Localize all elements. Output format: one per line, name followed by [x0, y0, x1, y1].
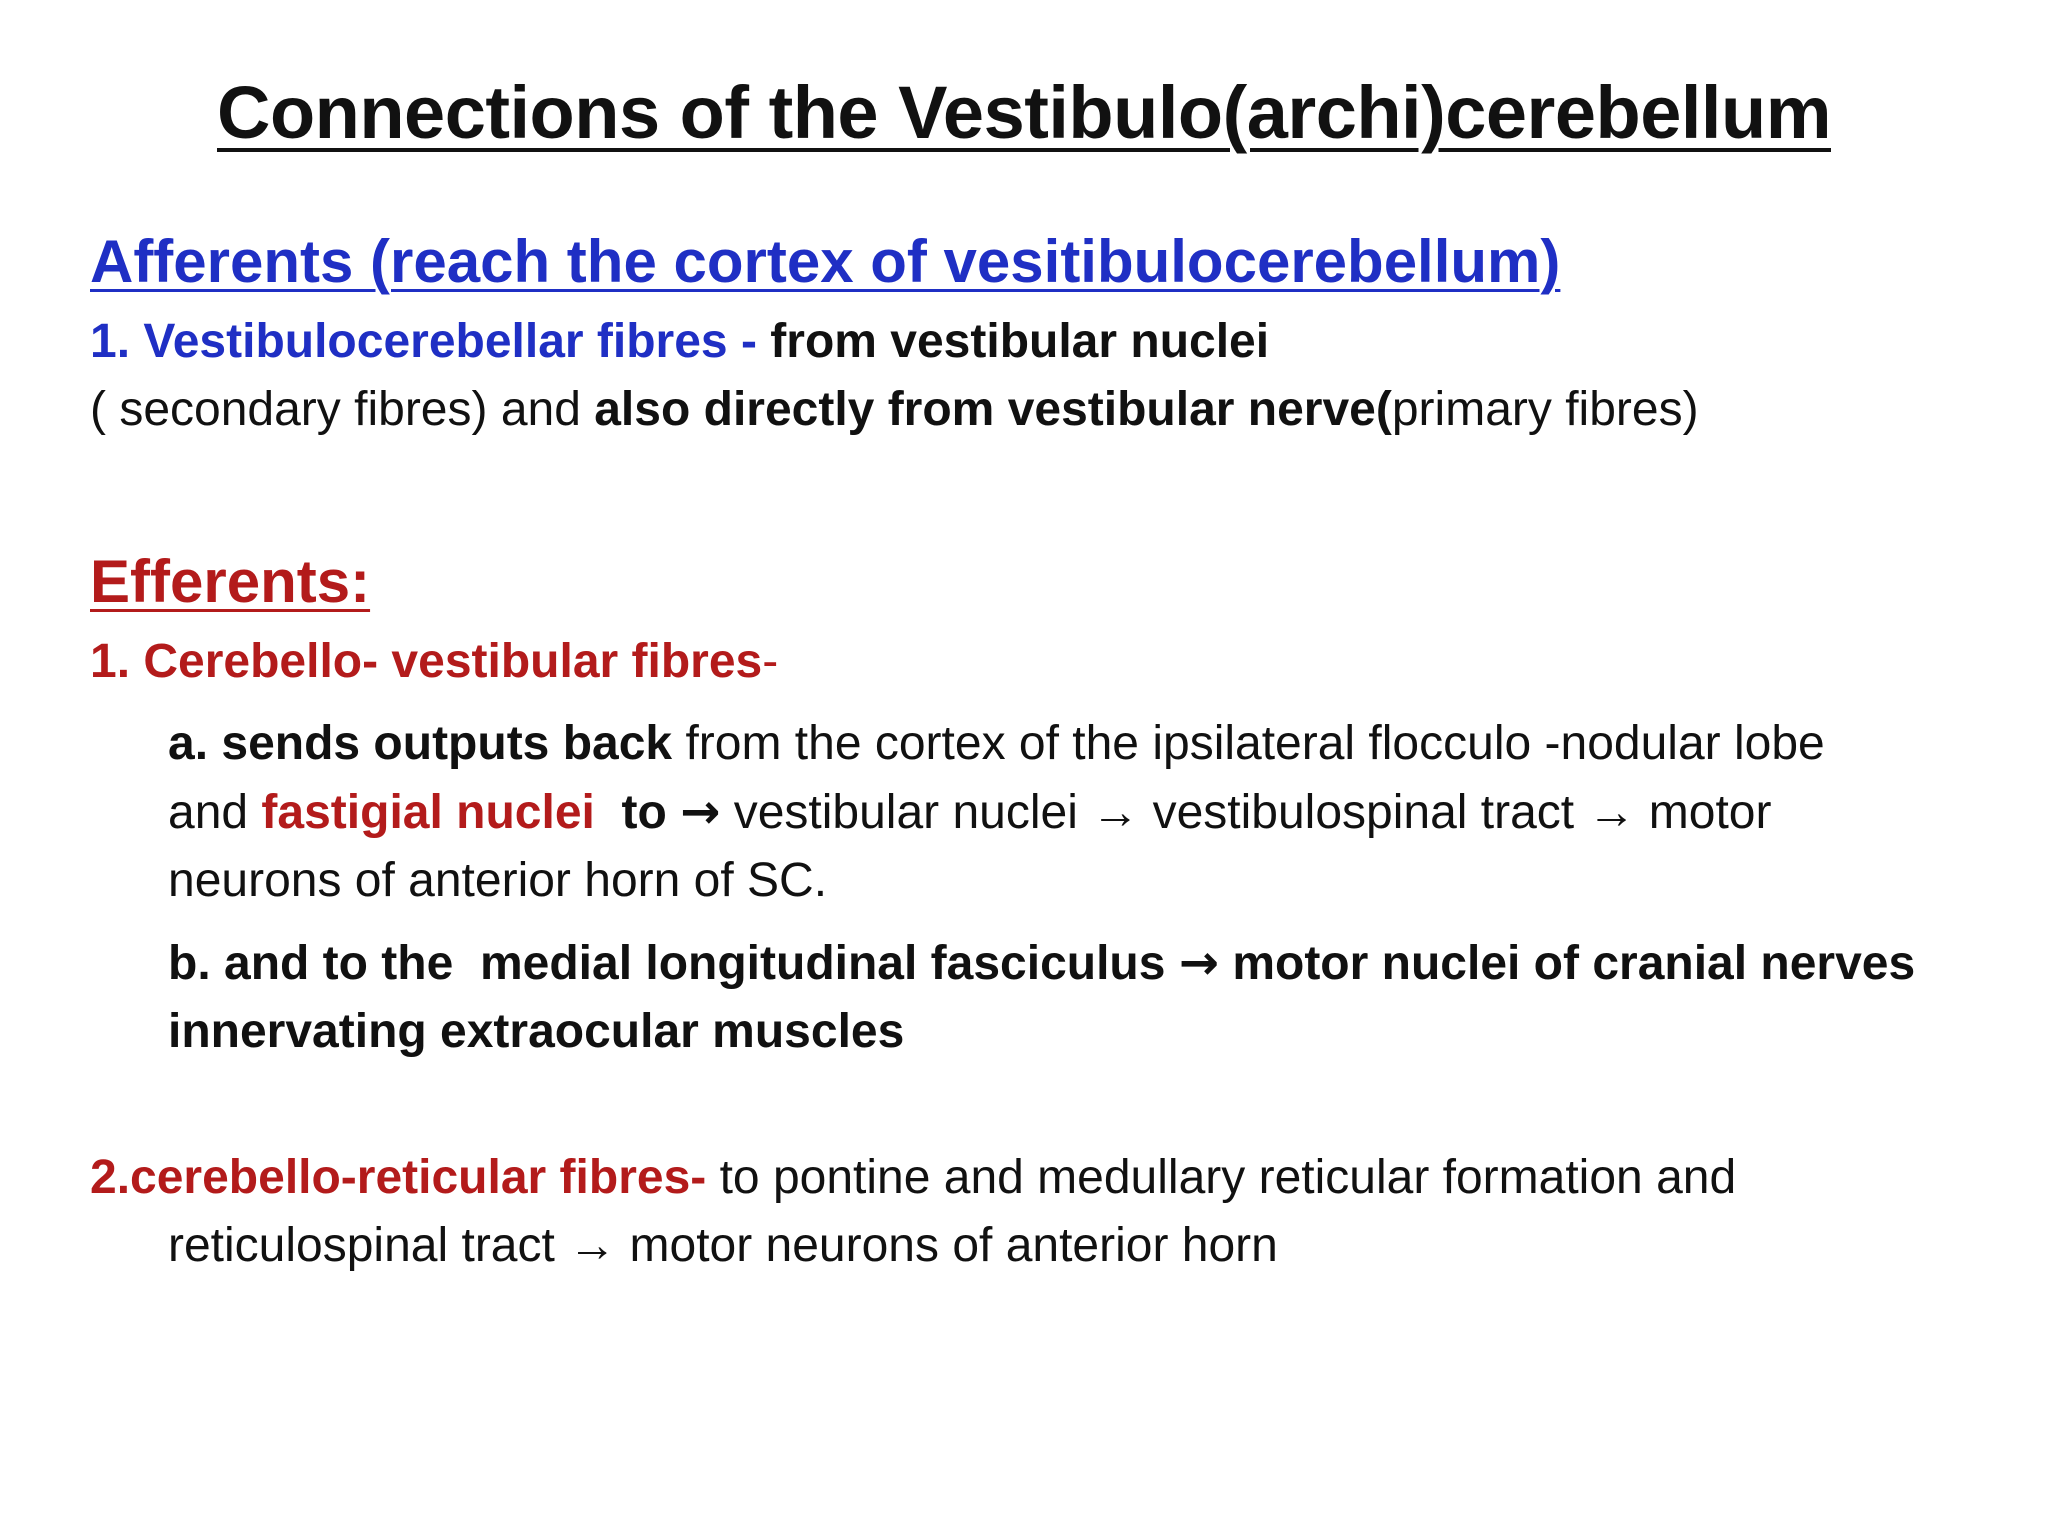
efferents-item-1a-line-2-rest: vestibular nuclei → vestibulospinal tract → motor — [720, 786, 1772, 839]
efferents-item-1-label-line — [90, 628, 2020, 696]
efferents-item-1b-start: b. and to the medial longitudinal fasciculus — [168, 937, 1179, 990]
efferents-item-1b-line-1 — [168, 929, 2020, 998]
efferents-item-1a-line-2 — [168, 778, 2020, 847]
efferents-item-1b — [168, 929, 2020, 1066]
arrow-right-icon: → — [680, 784, 721, 840]
efferents-heading: Efferents: — [90, 548, 371, 615]
afferents-heading: Afferents (reach the cortex of vesitibulocerebellum) — [90, 228, 1561, 295]
afferents-item-1-line-2-end: primary fibres) — [1391, 383, 1699, 436]
afferents-item-1-label: 1. Vestibulocerebellar fibres - — [90, 315, 771, 368]
efferents-item-1a-lead: a. sends outputs back — [168, 717, 673, 770]
afferents-item-1-line-2-bold: also directly from vestibular nerve( — [594, 383, 1392, 436]
afferents-item-1-bold: from vestibular nuclei — [770, 315, 1270, 368]
afferents-item-1-line-2 — [90, 376, 2020, 444]
efferents-item-1a-and: and — [168, 786, 262, 839]
efferents-item-2-line-1 — [90, 1144, 2020, 1212]
efferents-item-2-line-1-rest: to pontine and medullary reticular formation and — [719, 1151, 1737, 1204]
efferents-item-1a-line-3: neurons of anterior horn of SC. — [168, 854, 828, 907]
efferents-item-2-label: 2.cerebello-reticular fibres- — [90, 1151, 720, 1204]
efferents-item-1b-line-2: innervating extraocular muscles — [168, 1005, 905, 1058]
arrow-right-icon: → — [1178, 935, 1219, 991]
afferents-item-1-line-2-start: ( secondary fibres) and — [90, 383, 595, 436]
efferents-item-1a-line-1 — [168, 710, 2020, 778]
efferents-item-1a-line-1-rest: from the cortex of the ipsilateral flocculo -nodular lobe — [672, 717, 1825, 770]
efferents-item-2-line-2: reticulospinal tract → motor neurons of anterior horn — [168, 1219, 1278, 1272]
slide-title: Connections of the Vestibulo(archi)cerebellum — [217, 71, 1831, 154]
efferents-item-1a-to: to — [594, 786, 681, 839]
slide-content — [90, 222, 2020, 1280]
efferents-item-1a-fastigial: fastigial nuclei — [261, 786, 595, 839]
efferents-item-1b-end: motor nuclei of cranial nerves — [1218, 937, 1916, 990]
efferents-item-1a — [168, 710, 2020, 915]
efferents-item-1-label: 1. Cerebello- vestibular fibres — [90, 635, 763, 688]
afferents-item-1-line-1 — [90, 308, 2020, 376]
efferents-item-1-dash: - — [762, 635, 779, 688]
